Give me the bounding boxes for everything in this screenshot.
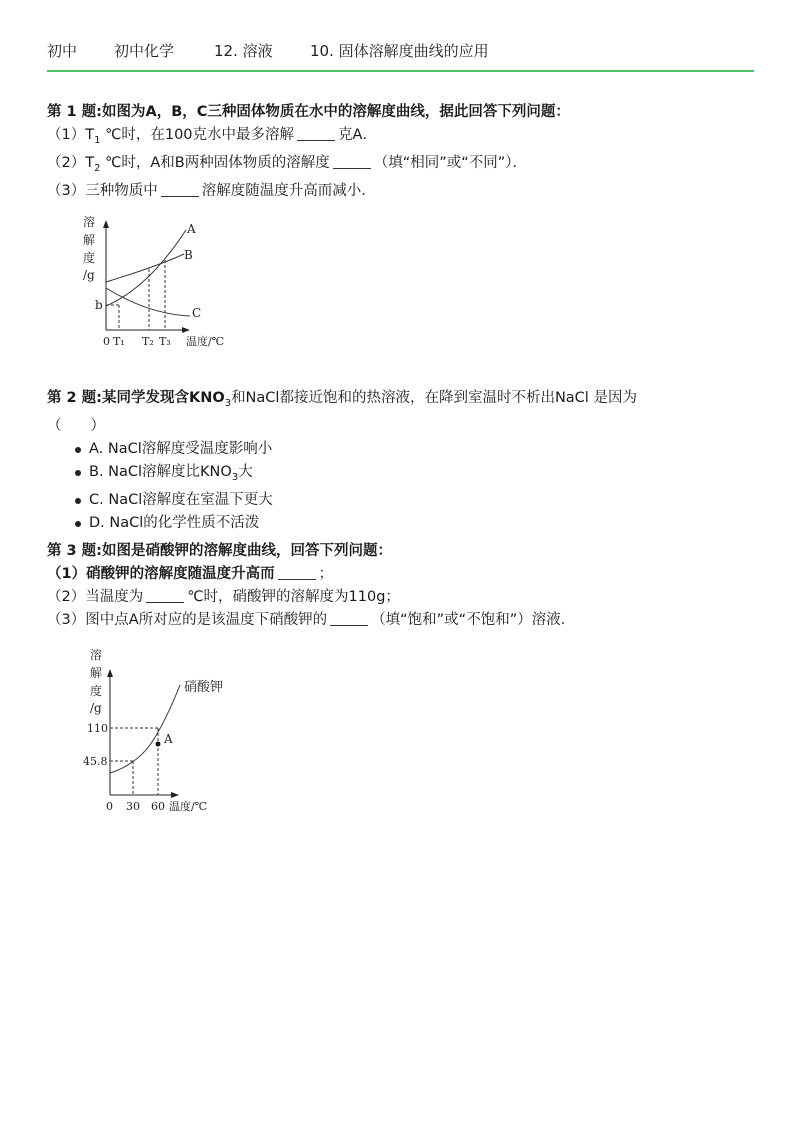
breadcrumb-level[interactable]: 初中 [47, 42, 78, 60]
question-3-part-2: （2）当温度为 ℃时，硝酸钾的溶解度为110g； [47, 589, 400, 605]
option-a[interactable]: A. NaCl溶解度受温度影响小 [75, 438, 757, 461]
svg-text:溶: 溶 [83, 215, 96, 229]
svg-text:解: 解 [90, 666, 103, 680]
option-b[interactable]: B. NaCl溶解度比$KNO_3$大 [75, 461, 757, 489]
question-3 [47, 540, 757, 632]
kno3-curve-label: 硝酸钾 [184, 680, 224, 695]
chart1-x-tick-t3: T₃ [159, 335, 171, 348]
chart2-y-label [90, 647, 102, 715]
chart1-y-arrow [103, 220, 109, 228]
kno3-curve [110, 685, 180, 773]
svg-text:/g: /g [83, 268, 95, 282]
chart2-y-tick-110: 110 [87, 722, 108, 735]
breadcrumb-topic[interactable]: 10. 固体溶解度曲线的应用 [310, 42, 489, 60]
svg-text:/g: /g [90, 701, 102, 715]
question-3-part-1: （1）硝酸钾的溶解度随温度升高而 ； [47, 566, 334, 582]
question-2-options [47, 438, 757, 535]
question-1-part-3: （3）三种物质中 溶解度随温度升高而减小． [47, 182, 376, 199]
chart2-x-arrow [171, 792, 179, 798]
question-2-paren: （ ） [47, 417, 105, 434]
option-c[interactable]: C. NaCl溶解度在室温下更大 [75, 489, 757, 512]
question-1-part-1: $(1)T_1$ ℃时，在100克水中最多溶解 克A． [47, 127, 377, 146]
chart2-x-tick-30: 30 [126, 800, 140, 813]
solubility-chart-abc [78, 210, 248, 355]
svg-text:溶: 溶 [90, 648, 103, 662]
question-1 [47, 101, 757, 203]
option-d[interactable]: D. NaCl的化学性质不活泼 [75, 512, 757, 535]
breadcrumb-subject[interactable]: 初中化学 [114, 42, 175, 60]
breadcrumb-chapter[interactable]: 12. 溶液 [214, 42, 273, 60]
curve-c-label: C [192, 306, 202, 320]
chart1-y-label [83, 214, 95, 282]
point-a-label: A [164, 732, 173, 746]
question-3-title: 第 3 题:如图是硝酸钾的溶解度曲线，回答下列问题： [47, 543, 392, 559]
answer-blank[interactable] [297, 126, 335, 141]
chart1-origin: 0 [103, 335, 110, 348]
curve-a-label: A [187, 222, 196, 236]
answer-blank[interactable] [161, 182, 199, 197]
question-1-title: 第 1 题:如图为A，B，C三种固体物质在水中的溶解度曲线，据此回答下列问题： [47, 104, 570, 120]
question-2-title: 第 2 题:某同学发现含$KNO_3$和NaCl都接近饱和的热溶液，在降到室温时不析出NaCl 是因为 [47, 390, 637, 409]
answer-blank[interactable] [333, 154, 371, 169]
question-1-part-2: $(2)T_2$ ℃时，A和B两种固体物质的溶解度 （填“相同”或“不同”）． [47, 154, 528, 174]
breadcrumb [47, 40, 753, 70]
answer-blank[interactable] [146, 588, 184, 603]
answer-blank[interactable] [278, 565, 316, 580]
chart2-x-tick-0: 0 [106, 800, 113, 813]
chart1-x-label: 温度/℃ [186, 335, 225, 348]
curve-b [106, 254, 184, 282]
point-a [156, 742, 161, 747]
svg-text:度: 度 [90, 684, 103, 698]
solubility-chart-kno3 [80, 645, 250, 820]
svg-text:度: 度 [83, 251, 96, 265]
curve-b-label: B [184, 248, 193, 262]
chart2-y-tick-45: 45.8 [83, 755, 108, 768]
chart2-x-label: 温度/℃ [169, 800, 208, 813]
question-2 [47, 387, 757, 535]
chart1-y-tick-b: b [95, 298, 103, 312]
chart1-x-tick-t2: T₂ [142, 335, 154, 348]
header-divider [47, 70, 754, 72]
svg-text:解: 解 [83, 233, 96, 247]
chart1-x-tick-t1: T₁ [113, 335, 125, 348]
answer-blank[interactable] [330, 611, 368, 626]
chart2-x-tick-60: 60 [151, 800, 165, 813]
chart1-x-arrow [182, 327, 190, 333]
question-3-part-3: （3）图中点A所对应的是该温度下硝酸钾的 （填“饱和”或“不饱和”）溶液． [47, 612, 576, 628]
chart2-y-arrow [107, 669, 113, 677]
